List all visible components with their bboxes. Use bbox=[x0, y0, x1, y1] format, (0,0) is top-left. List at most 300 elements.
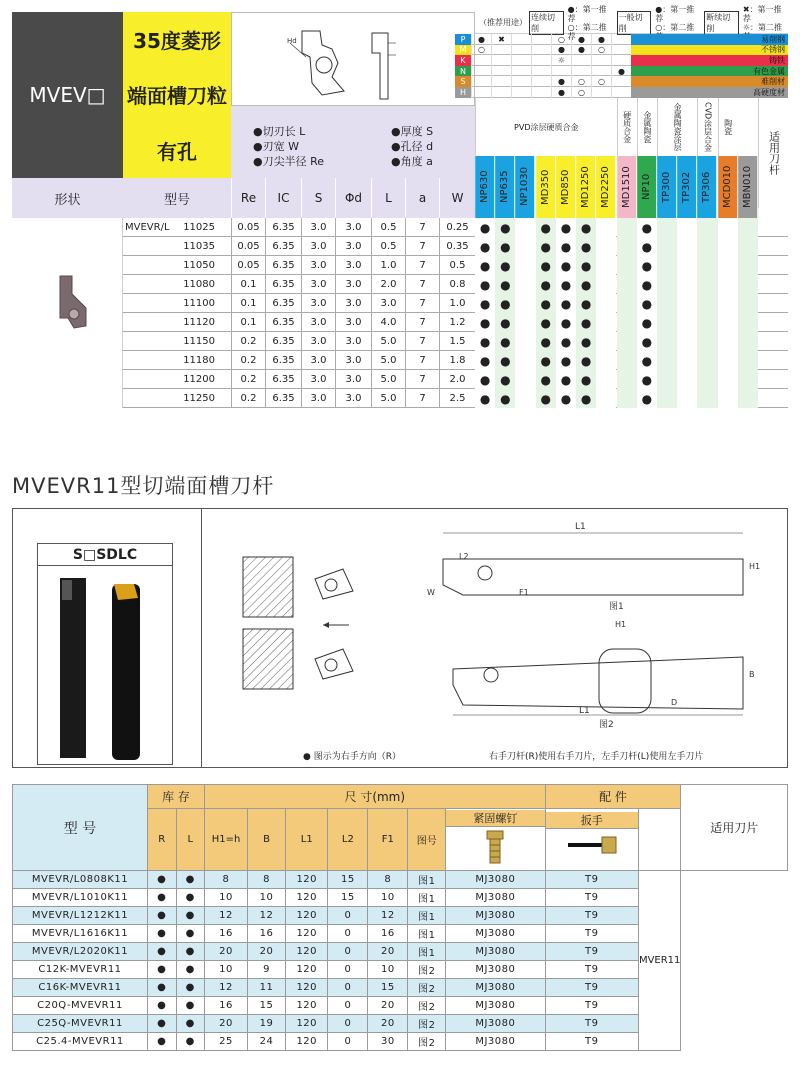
material-mark bbox=[571, 66, 591, 77]
holder-b: 10 bbox=[247, 889, 285, 907]
grade-mark bbox=[617, 351, 637, 370]
grade-mark: ● bbox=[495, 237, 515, 256]
grade-mark bbox=[697, 389, 717, 408]
holder-l: ● bbox=[176, 889, 205, 907]
holder-screw: MJ3080 bbox=[446, 907, 545, 925]
insert-s: 3.0 bbox=[301, 351, 335, 370]
material-mark bbox=[611, 55, 631, 66]
grade-mark: ● bbox=[495, 370, 515, 389]
code-block bbox=[12, 12, 123, 178]
material-row-s bbox=[455, 76, 788, 87]
holder-photo bbox=[38, 568, 172, 764]
grade-mark: ● bbox=[495, 313, 515, 332]
th-parts: 配 件 bbox=[545, 785, 681, 809]
insert-row bbox=[123, 313, 788, 332]
material-code: P bbox=[455, 34, 471, 45]
grade-mark bbox=[596, 389, 616, 408]
grade-np630: NP630 bbox=[475, 156, 495, 218]
insert-l: 2.0 bbox=[371, 275, 405, 294]
insert-a: 7 bbox=[405, 275, 439, 294]
insert-model: 11050 bbox=[183, 260, 215, 271]
th-applicable: 适用刀片 bbox=[681, 785, 788, 871]
grade-mark: ● bbox=[637, 294, 657, 313]
holder-model: C25.4-MVEVR11 bbox=[13, 1033, 148, 1051]
holder-f1: 10 bbox=[368, 961, 408, 979]
title-line-3: 有孔 bbox=[123, 122, 231, 178]
holder-model: C12K-MVEVR11 bbox=[13, 961, 148, 979]
holder-model: C20Q-MVEVR11 bbox=[13, 997, 148, 1015]
material-label: 易削钢 bbox=[631, 34, 788, 45]
material-label: 不锈钢 bbox=[631, 45, 788, 56]
insert-re: 0.2 bbox=[231, 389, 265, 408]
th-screw: 紧固螺钉 bbox=[446, 809, 545, 871]
material-mark bbox=[591, 66, 611, 77]
holder-b: 8 bbox=[247, 871, 285, 889]
insert-s: 3.0 bbox=[301, 313, 335, 332]
insert-ic: 6.35 bbox=[265, 370, 301, 389]
material-mark bbox=[591, 87, 611, 98]
material-mark bbox=[471, 55, 491, 66]
holder-f1: 30 bbox=[368, 1033, 408, 1051]
grade-mark bbox=[738, 370, 758, 389]
th-fig: 图号 bbox=[408, 809, 446, 871]
holder-l2: 0 bbox=[328, 907, 368, 925]
grade-mark bbox=[617, 313, 637, 332]
grade-mark: ● bbox=[556, 237, 576, 256]
grade-mark bbox=[718, 256, 738, 275]
holder-l1: 120 bbox=[286, 889, 328, 907]
grade-mark: ● bbox=[576, 256, 596, 275]
material-code: M bbox=[455, 45, 471, 56]
grade-mark bbox=[617, 332, 637, 351]
holder-l1: 120 bbox=[286, 943, 328, 961]
grade-mark: ● bbox=[495, 351, 515, 370]
holder-wrench: T9 bbox=[545, 943, 638, 961]
holder-f1: 20 bbox=[368, 943, 408, 961]
insert-model: 11250 bbox=[183, 393, 215, 404]
insert-w: 1.2 bbox=[439, 313, 475, 332]
grade-group-label: 陶瓷 bbox=[718, 98, 738, 156]
insert-d: 3.0 bbox=[335, 218, 371, 237]
grade-mark: ● bbox=[637, 237, 657, 256]
material-mark bbox=[551, 66, 571, 77]
grade-mark bbox=[697, 218, 717, 237]
holder-screw: MJ3080 bbox=[446, 1015, 545, 1033]
grade-mark bbox=[617, 218, 637, 237]
holder-wrench: T9 bbox=[545, 997, 638, 1015]
holder-r: ● bbox=[147, 1033, 176, 1051]
holder-b: 9 bbox=[247, 961, 285, 979]
grade-mark bbox=[738, 351, 758, 370]
material-label: 有色金属 bbox=[631, 66, 788, 77]
insert-w: 0.5 bbox=[439, 256, 475, 275]
holder-fig: 图1 bbox=[408, 871, 446, 889]
grade-mark bbox=[697, 370, 717, 389]
grade-mark bbox=[617, 237, 637, 256]
th-r: R bbox=[147, 809, 176, 871]
grade-mark bbox=[697, 332, 717, 351]
material-mark: ● bbox=[551, 45, 571, 56]
holder-b: 16 bbox=[247, 925, 285, 943]
holder-h: 10 bbox=[205, 889, 248, 907]
holder-r: ● bbox=[147, 889, 176, 907]
holder-b: 20 bbox=[247, 943, 285, 961]
grade-mark bbox=[617, 256, 637, 275]
grade-mark: ● bbox=[475, 332, 495, 351]
grade-np1030: NP1030 bbox=[515, 156, 535, 218]
general-label: 一般切削 bbox=[617, 11, 652, 35]
grade-mark: ● bbox=[495, 218, 515, 237]
holder-screw: MJ3080 bbox=[446, 997, 545, 1015]
insert-shape-image bbox=[12, 218, 123, 408]
grade-mark bbox=[718, 332, 738, 351]
grade-mark bbox=[596, 313, 616, 332]
material-code: K bbox=[455, 55, 471, 66]
holder-fig: 图2 bbox=[408, 1033, 446, 1051]
holder-l2: 0 bbox=[328, 925, 368, 943]
grade-group-label: 金属陶瓷 bbox=[637, 98, 657, 156]
grade-mark bbox=[657, 313, 677, 332]
material-mark bbox=[531, 45, 551, 56]
grade-tp300: TP300 bbox=[657, 156, 677, 218]
material-row-h bbox=[455, 87, 788, 98]
material-mark bbox=[511, 87, 531, 98]
insert-row bbox=[123, 370, 788, 389]
shape-header: 形状 bbox=[12, 178, 123, 218]
grade-mark: ● bbox=[536, 351, 556, 370]
svg-text:F1: F1 bbox=[519, 588, 529, 597]
holder-wrench: T9 bbox=[545, 907, 638, 925]
material-row-p bbox=[455, 34, 788, 45]
holder-l: ● bbox=[176, 1033, 205, 1051]
grade-mark bbox=[718, 313, 738, 332]
holder-l2: 0 bbox=[328, 979, 368, 997]
holder-r: ● bbox=[147, 979, 176, 997]
holder-table bbox=[12, 784, 788, 1051]
insert-model: 11200 bbox=[183, 374, 215, 385]
material-mark bbox=[491, 76, 511, 87]
grade-mark bbox=[738, 313, 758, 332]
holder-h: 10 bbox=[205, 961, 248, 979]
th-f1: F1 bbox=[368, 809, 408, 871]
material-mark: ● bbox=[571, 34, 591, 45]
grade-mark: ● bbox=[556, 370, 576, 389]
material-mark bbox=[571, 55, 591, 66]
holder-f1: 8 bbox=[368, 871, 408, 889]
insert-l: 1.0 bbox=[371, 256, 405, 275]
param-header-d: Φd bbox=[335, 178, 371, 218]
holder-r: ● bbox=[147, 907, 176, 925]
grade-mark bbox=[515, 275, 535, 294]
grade-tp306: TP306 bbox=[697, 156, 717, 218]
material-mark bbox=[531, 34, 551, 45]
insert-row bbox=[123, 332, 788, 351]
grade-mark bbox=[697, 351, 717, 370]
grade-group-label: 硬质合金 bbox=[617, 98, 637, 156]
holder-title: MVEVR11型切端面槽刀杆 bbox=[12, 474, 275, 498]
grade-mark bbox=[738, 237, 758, 256]
holder-l1: 120 bbox=[286, 871, 328, 889]
material-mark bbox=[511, 55, 531, 66]
holder-l1: 120 bbox=[286, 1015, 328, 1033]
grade-mark bbox=[677, 351, 697, 370]
insert-s: 3.0 bbox=[301, 275, 335, 294]
holder-fig: 图1 bbox=[408, 943, 446, 961]
material-mark bbox=[491, 87, 511, 98]
holder-screw: MJ3080 bbox=[446, 961, 545, 979]
grade-mark bbox=[718, 351, 738, 370]
holder-h: 12 bbox=[205, 907, 248, 925]
material-mark: ☼ bbox=[551, 55, 571, 66]
material-mark bbox=[491, 66, 511, 77]
insert-d: 3.0 bbox=[335, 351, 371, 370]
insert-l: 4.0 bbox=[371, 313, 405, 332]
insert-ic: 6.35 bbox=[265, 275, 301, 294]
grade-mark: ● bbox=[475, 237, 495, 256]
grade-mark: ● bbox=[576, 237, 596, 256]
grade-mark bbox=[697, 237, 717, 256]
material-mark bbox=[531, 66, 551, 77]
holder-fig: 图2 bbox=[408, 979, 446, 997]
insert-l: 3.0 bbox=[371, 294, 405, 313]
grade-mark: ● bbox=[556, 389, 576, 408]
holder-r: ● bbox=[147, 871, 176, 889]
material-row-n bbox=[455, 66, 788, 77]
insert-a: 7 bbox=[405, 218, 439, 237]
insert-model: 11150 bbox=[183, 336, 215, 347]
grade-mark bbox=[738, 275, 758, 294]
svg-text:H1: H1 bbox=[615, 620, 627, 629]
material-mark: ○ bbox=[591, 45, 611, 56]
material-mark: ○ bbox=[591, 76, 611, 87]
holder-l: ● bbox=[176, 925, 205, 943]
insert-w: 1.5 bbox=[439, 332, 475, 351]
holder-row bbox=[13, 871, 788, 889]
wrench-icon bbox=[562, 829, 622, 865]
param-block bbox=[231, 106, 475, 178]
material-mark bbox=[471, 76, 491, 87]
holder-b: 19 bbox=[247, 1015, 285, 1033]
insert-a: 7 bbox=[405, 313, 439, 332]
insert-re: 0.05 bbox=[231, 237, 265, 256]
holder-l: ● bbox=[176, 961, 205, 979]
th-h1h: H1=h bbox=[205, 809, 248, 871]
insert-re: 0.2 bbox=[231, 370, 265, 389]
svg-text:L2: L2 bbox=[459, 552, 469, 561]
param-header-a: a bbox=[405, 178, 439, 218]
holder-fig: 图2 bbox=[408, 997, 446, 1015]
insert-l: 0.5 bbox=[371, 218, 405, 237]
material-mark bbox=[611, 76, 631, 87]
insert-ic: 6.35 bbox=[265, 351, 301, 370]
grade-mark bbox=[515, 218, 535, 237]
grade-mark: ● bbox=[475, 294, 495, 313]
grade-mark: ● bbox=[576, 294, 596, 313]
material-mark bbox=[471, 66, 491, 77]
holder-h: 16 bbox=[205, 997, 248, 1015]
holder-r: ● bbox=[147, 925, 176, 943]
grade-mark: ● bbox=[637, 351, 657, 370]
grade-mark: ● bbox=[576, 275, 596, 294]
material-mark: ○ bbox=[551, 34, 571, 45]
insert-w: 0.35 bbox=[439, 237, 475, 256]
material-label: 铸铁 bbox=[631, 55, 788, 66]
insert-dimension-svg bbox=[232, 13, 476, 107]
insert-w: 2.0 bbox=[439, 370, 475, 389]
grade-mark: ● bbox=[637, 332, 657, 351]
holder-screw: MJ3080 bbox=[446, 1033, 545, 1051]
insert-model: 11100 bbox=[183, 298, 215, 309]
holder-screw: MJ3080 bbox=[446, 979, 545, 997]
insert-d: 3.0 bbox=[335, 294, 371, 313]
workpiece-sketch bbox=[243, 557, 353, 689]
grade-md1250: MD1250 bbox=[576, 156, 596, 218]
holder-r: ● bbox=[147, 943, 176, 961]
svg-text:B: B bbox=[749, 670, 755, 679]
param-l: ●切刃长 L bbox=[253, 125, 306, 138]
insert-table bbox=[123, 218, 788, 408]
grade-mark bbox=[617, 275, 637, 294]
grade-md850: MD850 bbox=[556, 156, 576, 218]
insert-ic: 6.35 bbox=[265, 237, 301, 256]
param-d: ●孔径 d bbox=[391, 140, 434, 153]
insert-ic: 6.35 bbox=[265, 313, 301, 332]
insert-re: 0.1 bbox=[231, 294, 265, 313]
material-mark bbox=[511, 45, 531, 56]
holder-wrench: T9 bbox=[545, 871, 638, 889]
note-right: 右手刀杆(R)使用右手刀片，左手刀杆(L)使用左手刀片 bbox=[489, 752, 704, 762]
grade-mark: ● bbox=[637, 256, 657, 275]
grade-np10: NP10 bbox=[637, 156, 657, 218]
holder-h: 20 bbox=[205, 943, 248, 961]
param-a: ●角度 a bbox=[391, 155, 433, 168]
holder-l: ● bbox=[176, 907, 205, 925]
material-mark: ○ bbox=[571, 87, 591, 98]
grade-mark bbox=[515, 313, 535, 332]
grade-mark bbox=[738, 218, 758, 237]
grade-mark bbox=[657, 332, 677, 351]
holder-l2: 15 bbox=[328, 871, 368, 889]
grade-group-label: CVD涂层合金 bbox=[697, 98, 717, 156]
grade-mark: ● bbox=[576, 218, 596, 237]
grade-mark bbox=[718, 275, 738, 294]
holder-r: ● bbox=[147, 1015, 176, 1033]
holder-model: C16K-MVEVR11 bbox=[13, 979, 148, 997]
insert-s: 3.0 bbox=[301, 332, 335, 351]
holder-screw: MJ3080 bbox=[446, 871, 545, 889]
model-header: 型号 bbox=[123, 178, 231, 218]
material-mark: ● bbox=[471, 34, 491, 45]
insert-s: 3.0 bbox=[301, 256, 335, 275]
svg-text:W: W bbox=[427, 588, 435, 597]
grade-md350: MD350 bbox=[536, 156, 556, 218]
holder-b: 12 bbox=[247, 907, 285, 925]
holder-f1: 16 bbox=[368, 925, 408, 943]
grade-mark: ● bbox=[475, 275, 495, 294]
grade-mark: ● bbox=[475, 313, 495, 332]
th-l1: L1 bbox=[286, 809, 328, 871]
grade-mark bbox=[738, 389, 758, 408]
insert-s: 3.0 bbox=[301, 389, 335, 408]
material-mark: ● bbox=[591, 34, 611, 45]
holder-l1: 120 bbox=[286, 997, 328, 1015]
grade-mark: ● bbox=[536, 256, 556, 275]
material-mark bbox=[511, 66, 531, 77]
insert-d: 3.0 bbox=[335, 256, 371, 275]
insert-l: 5.0 bbox=[371, 389, 405, 408]
grade-mark: ● bbox=[556, 218, 576, 237]
grade-mark bbox=[596, 256, 616, 275]
grade-mark bbox=[738, 332, 758, 351]
holder-h: 20 bbox=[205, 1015, 248, 1033]
grade-mark: ● bbox=[536, 332, 556, 351]
insert-row bbox=[123, 218, 788, 237]
holder-f1: 12 bbox=[368, 907, 408, 925]
insert-model: 11035 bbox=[183, 241, 215, 252]
material-mark bbox=[491, 55, 511, 66]
insert-d: 3.0 bbox=[335, 332, 371, 351]
th-model: 型 号 bbox=[13, 785, 148, 871]
grade-mark bbox=[596, 218, 616, 237]
insert-re: 0.2 bbox=[231, 332, 265, 351]
insert-ic: 6.35 bbox=[265, 294, 301, 313]
legend-bar: （推荐用途） 连续切削 ●：第一推荐 ○：第二推荐 一般切削 ●：第一推荐 ○：第二推 断续切削 ✖：第一推荐 ☼：第二推 bbox=[475, 12, 788, 34]
grade-mark bbox=[657, 256, 677, 275]
insert-w: 1.8 bbox=[439, 351, 475, 370]
grade-mark: ● bbox=[536, 218, 556, 237]
param-s: ●厚度 S bbox=[391, 125, 434, 138]
title-line-1: 35度菱形 bbox=[123, 12, 231, 66]
holder-l: ● bbox=[176, 871, 205, 889]
applicable-holder-header: 适用刀杆 bbox=[758, 98, 788, 208]
param-w: ●刃宽 W bbox=[253, 140, 299, 153]
param-header-s: S bbox=[301, 178, 335, 218]
grade-mark bbox=[657, 389, 677, 408]
insert-a: 7 bbox=[405, 256, 439, 275]
grade-mark bbox=[697, 256, 717, 275]
insert-ic: 6.35 bbox=[265, 218, 301, 237]
holder-model: MVEVR/L1212K11 bbox=[13, 907, 148, 925]
grade-mark bbox=[677, 370, 697, 389]
grade-mark bbox=[677, 275, 697, 294]
holder-l2: 15 bbox=[328, 889, 368, 907]
holder-wrench: T9 bbox=[545, 1015, 638, 1033]
param-re: ●刀尖半径 Re bbox=[253, 155, 325, 168]
grade-mark bbox=[657, 275, 677, 294]
grade-mark: ● bbox=[556, 332, 576, 351]
holder-fig: 图1 bbox=[408, 925, 446, 943]
insert-l: 5.0 bbox=[371, 370, 405, 389]
grade-mark: ● bbox=[556, 275, 576, 294]
insert-ic: 6.35 bbox=[265, 256, 301, 275]
holder-model: MVEVR/L1616K11 bbox=[13, 925, 148, 943]
holder-photo-frame bbox=[37, 543, 173, 765]
svg-text:D: D bbox=[671, 698, 678, 707]
material-mark: ● bbox=[571, 45, 591, 56]
grade-mark: ● bbox=[495, 275, 515, 294]
material-code: H bbox=[455, 87, 471, 98]
insert-re: 0.1 bbox=[231, 313, 265, 332]
holder-fig: 图1 bbox=[408, 889, 446, 907]
holder-screw: MJ3080 bbox=[446, 925, 545, 943]
insert-ic: 6.35 bbox=[265, 332, 301, 351]
insert-d: 3.0 bbox=[335, 237, 371, 256]
grade-mark bbox=[677, 256, 697, 275]
grade-mark bbox=[515, 294, 535, 313]
grade-mark bbox=[596, 332, 616, 351]
holder-r: ● bbox=[147, 997, 176, 1015]
insert-l: 5.0 bbox=[371, 351, 405, 370]
